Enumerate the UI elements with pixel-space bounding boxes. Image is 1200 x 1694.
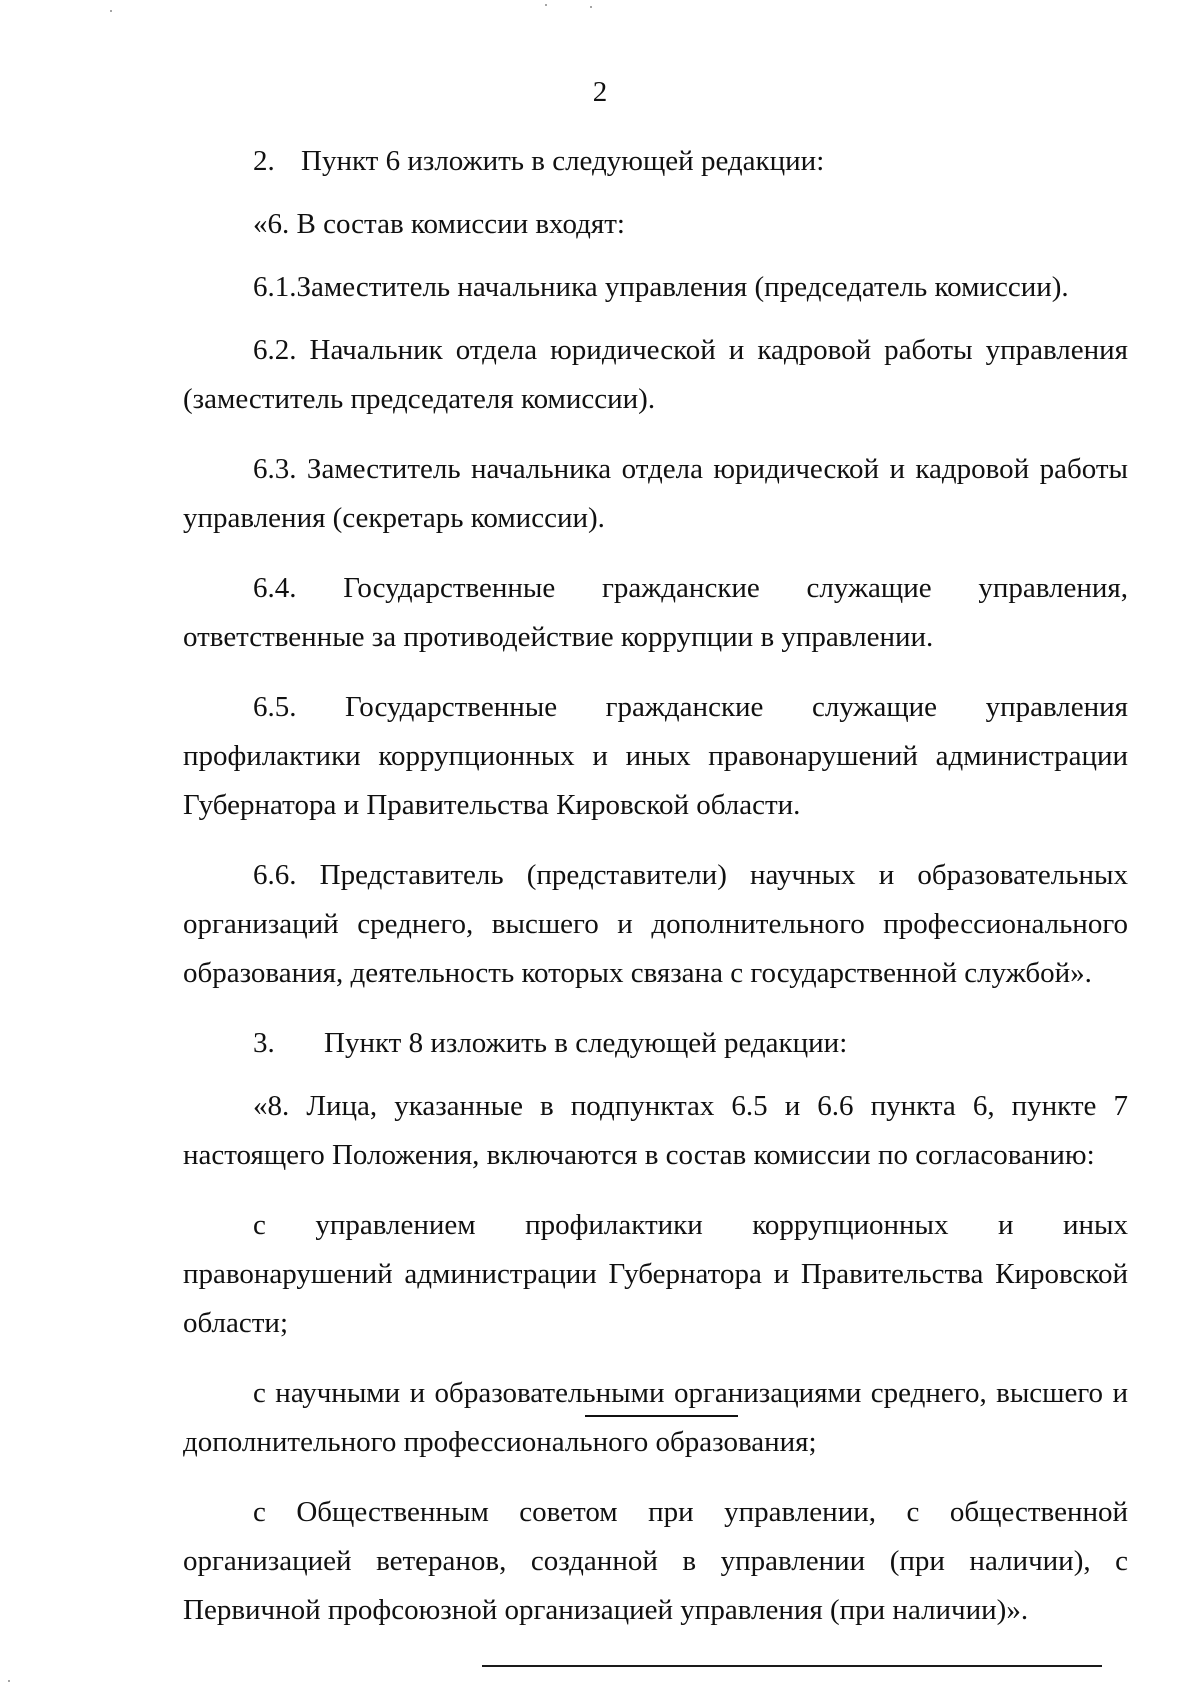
scan-speck (590, 6, 592, 8)
clause-6-1: 6.1.Заместитель начальника управления (председатель комиссии). (253, 271, 1069, 303)
page-number: 2 (592, 76, 608, 108)
clause-6-6: 6.6. Представитель (представители) научных и образовательных организаций среднего, высшего и дополнительного профессионального образования, деятельность которых связана с государственной службой». (183, 859, 1128, 989)
clause-8-item-3: с Общественным советом при управлении, с общественной организацией ветеранов, созданной в управлении (при наличии), с Первичной профсоюзной организацией управления (при наличии)». (183, 1496, 1128, 1626)
clause-6-heading: «6. В состав комиссии входят: (253, 208, 625, 240)
amendment-item-3 (183, 1019, 1128, 1068)
scan-edge-line (482, 1665, 1102, 1667)
scan-speck (110, 10, 112, 12)
scan-speck (8, 1680, 10, 1682)
item-number: 3. (253, 1027, 275, 1059)
end-of-text-rule (585, 1415, 738, 1417)
clause-6-5: 6.5. Государственные гражданские служащие управления профилактики коррупционных и иных правонарушений администрации Губернатора и Правительства Кировской области. (183, 691, 1128, 821)
clause-6-4: 6.4. Государственные гражданские служащие управления, ответственные за противодействие коррупции в управлении. (183, 572, 1128, 653)
clause-8: «8. Лица, указанные в подпунктах 6.5 и 6.6 пункта 6, пункте 7 настоящего Положения, включаются в состав комиссии по согласованию: (183, 1090, 1128, 1171)
paragraph-text: Пункт 6 изложить в следующей редакции: (301, 145, 825, 177)
clause-6-2: 6.2. Начальник отдела юридической и кадровой работы управления (заместитель председателя комиссии). (183, 334, 1128, 415)
item-number: 2. (253, 145, 275, 177)
clause-6-3: 6.3. Заместитель начальника отдела юридической и кадровой работы управления (секретарь комиссии). (183, 453, 1128, 534)
scan-speck (545, 4, 547, 6)
amendment-item-2 (183, 137, 1128, 186)
paragraph-text: Пункт 8 изложить в следующей редакции: (324, 1027, 848, 1059)
clause-8-item-1: с управлением профилактики коррупционных и иных правонарушений администрации Губернатора и Правительства Кировской области; (183, 1209, 1128, 1339)
document-body (183, 137, 1128, 1656)
clause-8-item-2: с научными и образовательными организациями среднего, высшего и дополнительного профессионального образования; (183, 1377, 1128, 1458)
